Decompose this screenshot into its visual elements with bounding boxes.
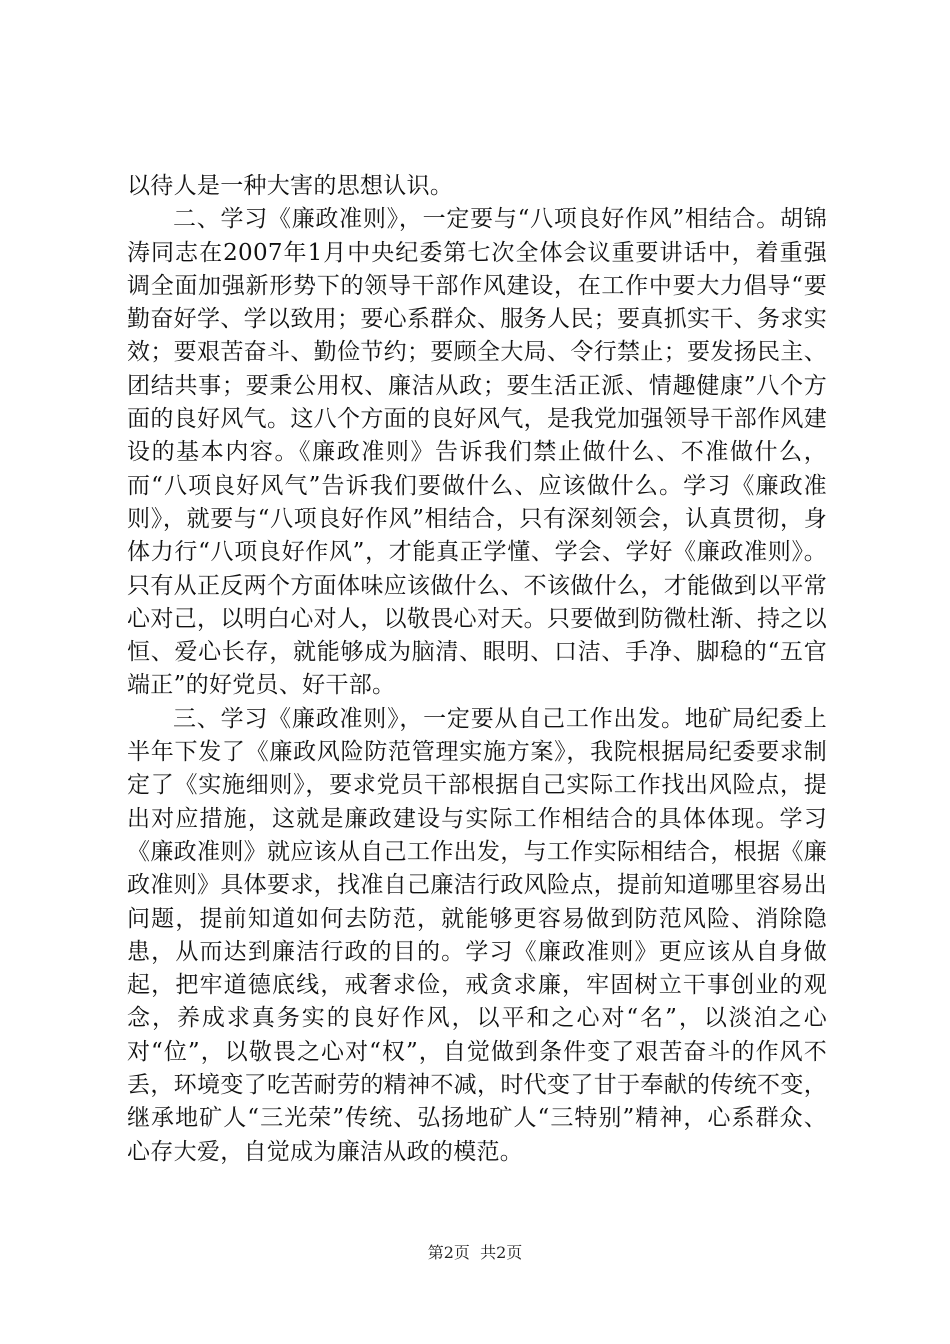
page-total: 共2页 [480,1243,523,1262]
document-body [127,170,827,1169]
footer-spacer [470,1243,480,1262]
page-number: 第2页 [427,1243,470,1262]
paragraph-section-three: 三、学习《廉政准则》，一定要从自己工作出发。地矿局纪委上半年下发了《廉政风险防范管理实施方案》，我院根据局纪委要求制定了《实施细则》，要求党员干部根据自己实际工作找出风险点，提出对应措施，这就是廉政建设与实际工作相结合的具体体现。学习《廉政准则》就应该从自己工作出发，与工作实际相结合，根据《廉政准则》具体要求，找准自己廉洁行政风险点，提前知道哪里容易出问题，提前知道如何去防范，就能够更容易做到防范风险、消除隐患，从而达到廉洁行政的目的。学习《廉政准则》更应该从自身做起，把牢道德底线，戒奢求俭，戒贪求廉，牢固树立干事创业的观念，养成求真务实的良好作风，以平和之心对“名”，以淡泊之心对“位”，以敬畏之心对“权”，自觉做到条件变了艰苦奋斗的作风不丢，环境变了吃苦耐劳的精神不减，时代变了甘于奉献的传统不变，继承地矿人“三光荣”传统、弘扬地矿人“三特别”精神，心系群众、心存大爱，自觉成为廉洁从政的模范。 [127,705,827,1165]
paragraph-continuation: 以待人是一种大害的思想认识。 [127,173,454,199]
page-footer [0,1242,950,1264]
paragraph-section-two: 二、学习《廉政准则》，一定要与“八项良好作风”相结合。胡锦涛同志在2007年1月中央纪委第七次全体会议重要讲话中，着重强调全面加强新形势下的领导干部作风建设，在工作中要大力倡导“要勤奋好学、学以致用；要心系群众、服务人民；要真抓实干、务求实效；要艰苦奋斗、勤俭节约；要顾全大局、令行禁止；要发扬民主、团结共事；要秉公用权、廉洁从政；要生活正派、情趣健康”八个方面的良好风气。这八个方面的良好风气，是我党加强领导干部作风建设的基本内容。《廉政准则》告诉我们禁止做什么、不准做什么，而“八项良好风气”告诉我们要做什么、应该做什么。学习《廉政准则》，就要与“八项良好作风”相结合，只有深刻领会，认真贯彻，身体力行“八项良好作风”，才能真正学懂、学会、学好《廉政准则》。只有从正反两个方面体味应该做什么、不该做什么，才能做到以平常心对己，以明白心对人，以敬畏心对天。只要做到防微杜渐、持之以恒、爱心长存，就能够成为脑清、眼明、口洁、手净、脚稳的“五官端正”的好党员、好干部。 [127,206,827,699]
